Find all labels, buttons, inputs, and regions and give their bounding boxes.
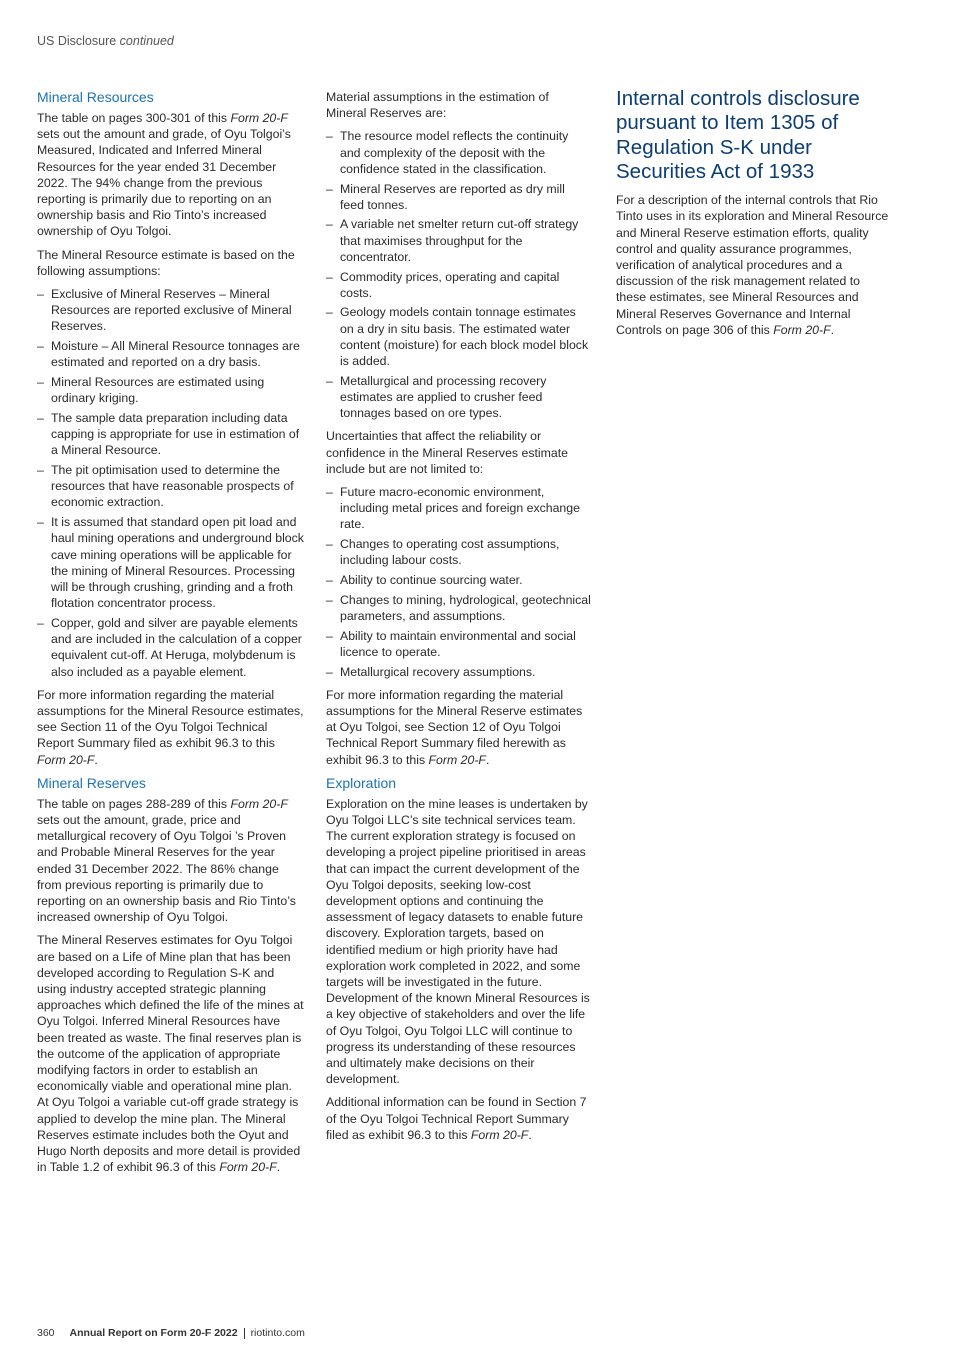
uncertainties-intro: Uncertainties that affect the reliability or confidence in the Mineral Reserves estimate include but are not limited to: <box>326 429 568 476</box>
list-item: – It is assumed that standard open pit load and haul mining operations and underground block cave mining operations will be applicable for the mining of Mineral Resources. Processing will be through crushing, grinding and a froth flotation concentrator process. <box>37 514 305 611</box>
header-continued: continued <box>119 34 174 48</box>
uncertainties-list <box>326 484 592 680</box>
page-number: 360 <box>37 1327 55 1339</box>
mineral-reserves-heading: Mineral Reserves <box>37 774 146 791</box>
list-item: – Ability to continue sourcing water. <box>326 572 592 588</box>
list-item: – A variable net smelter return cut-off strategy that maximises throughput for the concentrator. <box>326 216 592 265</box>
page-footer <box>37 1327 305 1339</box>
mineral-resources-paragraph-2: The Mineral Resource estimate is based on the following assumptions: <box>37 247 295 278</box>
list-item: – Copper, gold and silver are payable elements and are included in the calculation of a copper equivalent cut-off. At Heruga, molybdenum is also included as a payable element. <box>37 615 305 680</box>
list-item: – The pit optimisation used to determine the resources that have reasonable prospects of economic extraction. <box>37 462 305 511</box>
report-title: Annual Report on Form 20-F 2022 <box>69 1327 238 1339</box>
list-item: – Changes to operating cost assumptions, including labour costs. <box>326 536 592 568</box>
column-1 <box>37 89 305 1182</box>
column-3 <box>616 89 891 345</box>
more-information-paragraph: For more information regarding the material assumptions for the Mineral Reserve estimates at Oyu Tolgoi, see Section 12 of Oyu Tolgoi Technical Report Summary filed herewith as exhibit 96.3 to this Form 20-F. <box>326 687 583 767</box>
material-assumptions-intro: Material assumptions in the estimation of Mineral Reserves are: <box>326 90 549 121</box>
exploration-paragraph-2: Additional information can be found in Section 7 of the Oyu Tolgoi Technical Report Summary filed as exhibit 96.3 to this Form 20-F. <box>326 1095 587 1142</box>
mineral-resources-heading: Mineral Resources <box>37 89 154 105</box>
column-2 <box>326 89 592 1150</box>
footer-divider <box>244 1328 245 1339</box>
list-item: – Moisture – All Mineral Resource tonnages are estimated and reported on a dry basis. <box>37 338 305 370</box>
internal-controls-heading: Internal controls disclosure pursuant to Item 1305 of Regulation S-K under Securities Act of 1933 <box>616 87 860 183</box>
list-item: – Ability to maintain environmental and social licence to operate. <box>326 628 592 660</box>
header-section: US Disclosure <box>37 34 117 48</box>
list-item: – The sample data preparation including data capping is appropriate for use in estimation of a Mineral Resource. <box>37 410 305 459</box>
list-item: – Mineral Reserves are reported as dry mill feed tonnes. <box>326 181 592 213</box>
list-item: – Mineral Resources are estimated using ordinary kriging. <box>37 374 305 406</box>
mineral-resources-paragraph-1: The table on pages 300-301 of this Form 20-F sets out the amount and grade, of Oyu Tolgoi’s Measured, Indicated and Inferred Mineral Resources for the year ended 31 December 2022. The 94% change from the previous reporting is primarily due to reporting on an ownership basis and Rio Tinto’s increased ownership of Oyu Tolgoi. <box>37 111 291 239</box>
list-item: – Exclusive of Mineral Reserves – Mineral Resources are reported exclusive of Mineral Reserves. <box>37 286 305 335</box>
list-item: – Geology models contain tonnage estimates on a dry in situ basis. The estimated water content (moisture) for each block model block is added. <box>326 304 592 369</box>
list-item: – Metallurgical recovery assumptions. <box>326 664 592 680</box>
website-link[interactable]: riotinto.com <box>250 1327 305 1339</box>
list-item: – Commodity prices, operating and capital costs. <box>326 269 592 301</box>
list-item: – Metallurgical and processing recovery estimates are applied to crusher feed tonnages based on ore types. <box>326 373 592 422</box>
running-header <box>37 34 174 48</box>
internal-controls-paragraph: For a description of the internal controls that Rio Tinto uses in its exploration and Mineral Resource and Mineral Reserve estimation efforts, quality control and quality assurance programmes, verification of analytical procedures and a discussion of the risk management related to these estimates, see Mineral Resources and Mineral Reserves Governance and Internal Controls on page 306 of this Form 20-F. <box>616 193 889 337</box>
material-assumptions-list <box>326 128 592 421</box>
exploration-heading: Exploration <box>326 774 397 791</box>
list-item: – Future macro-economic environment, including metal prices and foreign exchange rate. <box>326 484 592 533</box>
mineral-reserves-paragraph-1: The table on pages 288-289 of this Form 20-F sets out the amount, grade, price and metallurgical recovery of Oyu Tolgoi ’s Proven and Probable Mineral Reserves for the year ended 31 December 2022. The 86% change from previous reporting is primarily due to reporting on an ownership basis and Rio Tinto’s increased ownership of Oyu Tolgoi. <box>37 796 296 925</box>
list-item: – Changes to mining, hydrological, geotechnical parameters, and assumptions. <box>326 592 592 624</box>
mineral-resources-paragraph-3: For more information regarding the material assumptions for the Mineral Resource estimates, see Section 11 of the Oyu Tolgoi Technical Report Summary filed as exhibit 96.3 to this Form 20-F. <box>37 687 304 767</box>
mineral-resource-assumptions-list <box>37 286 305 680</box>
list-item: – The resource model reflects the continuity and complexity of the deposit with the confidence stated in the classification. <box>326 128 592 177</box>
mineral-reserves-paragraph-2: The Mineral Reserves estimates for Oyu Tolgoi are based on a Life of Mine plan that has been developed according to Regulation S-K and using industry accepted strategic planning approaches which defined the life of the mines at Oyu Tolgoi. Inferred Mineral Resources have been treated as waste. The final reserves plan is the outcome of the application of appropriate modifying factors in order to establish an economically viable and operational mine plan. At Oyu Tolgoi a variable cut-off grade strategy is applied to develop the mine plan. The Mineral Reserves estimate includes both the Oyut and Hugo North deposits and more detail is provided in Table 1.2 of exhibit 96.3 of this Form 20-F. <box>37 933 304 1175</box>
exploration-paragraph-1: Exploration on the mine leases is undertaken by Oyu Tolgoi LLC’s site technical services team. The current exploration strategy is focused on developing a project pipeline prioritised in areas that can impact the current development of the Oyu Tolgoi deposits, seeking low-cost development options and continuing the assessment of legacy datasets to enable future discovery. Exploration targets, based on identified medium or high priority have had exploration work completed in 2022, and some targets will be investigated in the future. Development of the known Mineral Resources is a key objective of stakeholders and over the life of Oyu Tolgoi, Oyu Tolgoi LLC will continue to progress its understanding of these resources and ultimately make decisions on their development. <box>326 796 590 1087</box>
